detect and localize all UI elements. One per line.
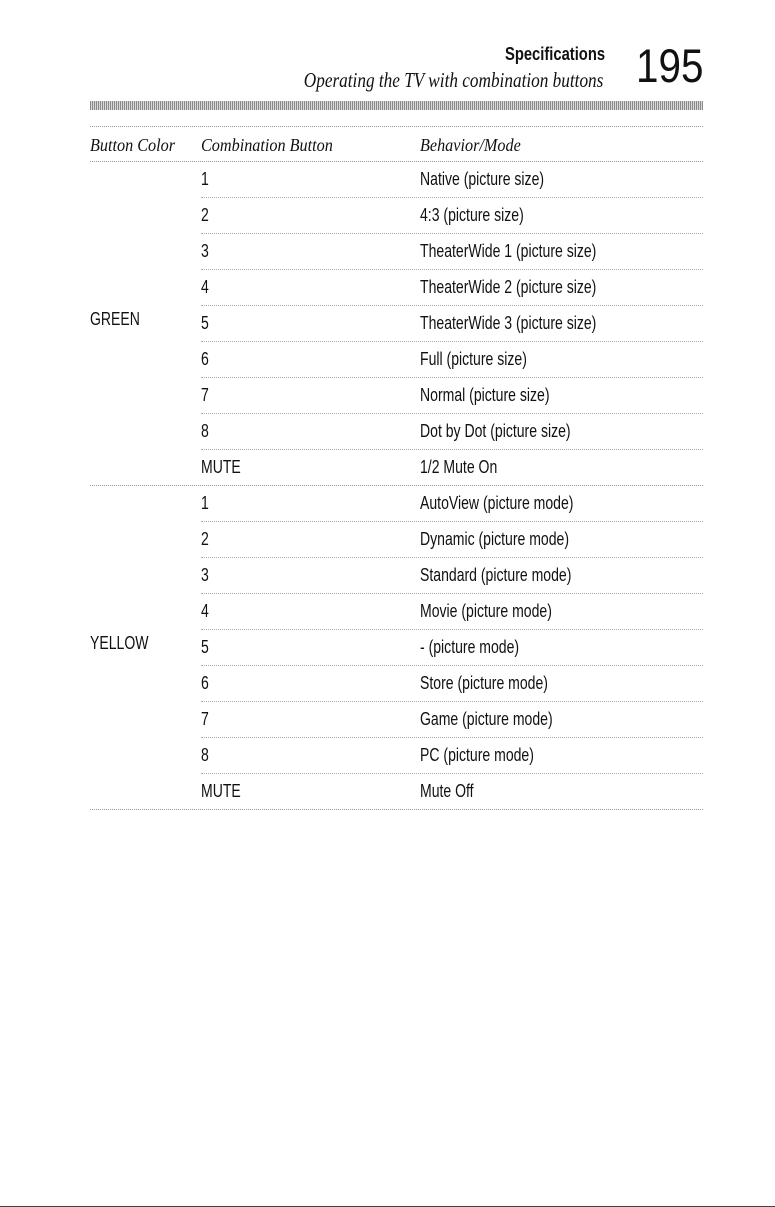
behavior-mode-cell: TheaterWide 1 (picture size) bbox=[420, 241, 597, 261]
table-row bbox=[201, 558, 703, 594]
header-rule bbox=[90, 101, 703, 110]
page-header bbox=[0, 0, 775, 110]
table-body bbox=[90, 162, 703, 810]
combination-button-cell: 5 bbox=[201, 637, 209, 657]
table-header bbox=[90, 126, 703, 162]
combination-button-cell: 2 bbox=[201, 205, 209, 225]
table-row bbox=[201, 234, 703, 270]
combination-button-cell: 5 bbox=[201, 313, 209, 333]
section-title: Specifications bbox=[504, 44, 605, 64]
behavior-mode-cell: Native (picture size) bbox=[420, 169, 545, 189]
column-header-button-color: Button Color bbox=[90, 135, 176, 155]
behavior-mode-cell: PC (picture mode) bbox=[420, 745, 534, 765]
behavior-mode-cell: TheaterWide 3 (picture size) bbox=[420, 313, 597, 333]
table-row bbox=[201, 666, 703, 702]
combination-button-cell: 3 bbox=[201, 241, 209, 261]
table-row bbox=[201, 702, 703, 738]
combination-button-cell: MUTE bbox=[201, 457, 241, 477]
combination-button-cell: 4 bbox=[201, 277, 209, 297]
column-header-behavior-mode: Behavior/Mode bbox=[420, 135, 521, 155]
table-row bbox=[201, 342, 703, 378]
behavior-mode-cell: Standard (picture mode) bbox=[420, 565, 572, 585]
combination-button-cell: 7 bbox=[201, 385, 209, 405]
table-row bbox=[201, 594, 703, 630]
table-row bbox=[201, 378, 703, 414]
behavior-mode-cell: Full (picture size) bbox=[420, 349, 527, 369]
behavior-mode-cell: Normal (picture size) bbox=[420, 385, 550, 405]
behavior-mode-cell: Movie (picture mode) bbox=[420, 601, 552, 621]
combination-buttons-table bbox=[90, 126, 703, 810]
table-row bbox=[201, 738, 703, 774]
table-row bbox=[201, 198, 703, 234]
column-header-combination-button: Combination Button bbox=[201, 135, 333, 155]
combination-button-cell: 6 bbox=[201, 349, 209, 369]
combination-button-cell: 7 bbox=[201, 709, 209, 729]
button-color-label: GREEN bbox=[90, 309, 140, 329]
table-row bbox=[201, 774, 703, 809]
table-row bbox=[201, 450, 703, 485]
table-group-green bbox=[90, 162, 703, 486]
behavior-mode-cell: Dynamic (picture mode) bbox=[420, 529, 570, 549]
table-row bbox=[201, 162, 703, 198]
table-row bbox=[201, 270, 703, 306]
combination-button-cell: 8 bbox=[201, 745, 209, 765]
combination-button-cell: 2 bbox=[201, 529, 209, 549]
behavior-mode-cell: Mute Off bbox=[420, 781, 474, 801]
behavior-mode-cell: TheaterWide 2 (picture size) bbox=[420, 277, 597, 297]
table-row bbox=[201, 414, 703, 450]
table-row bbox=[201, 486, 703, 522]
behavior-mode-cell: - (picture mode) bbox=[420, 637, 520, 657]
combination-button-cell: 6 bbox=[201, 673, 209, 693]
behavior-mode-cell: AutoView (picture mode) bbox=[420, 493, 574, 513]
page-number: 195 bbox=[635, 39, 703, 92]
combination-button-cell: 8 bbox=[201, 421, 209, 441]
table-row bbox=[201, 306, 703, 342]
combination-button-cell: 1 bbox=[201, 169, 209, 189]
combination-button-cell: 1 bbox=[201, 493, 209, 513]
topic-title: Operating the TV with combination buttons bbox=[303, 68, 603, 92]
table-row bbox=[201, 522, 703, 558]
behavior-mode-cell: Dot by Dot (picture size) bbox=[420, 421, 571, 441]
combination-button-cell: 3 bbox=[201, 565, 209, 585]
behavior-mode-cell: 4:3 (picture size) bbox=[420, 205, 524, 225]
button-color-label: YELLOW bbox=[90, 633, 149, 653]
table-group-yellow bbox=[90, 486, 703, 810]
behavior-mode-cell: Game (picture mode) bbox=[420, 709, 553, 729]
behavior-mode-cell: 1/2 Mute On bbox=[420, 457, 498, 477]
table-row bbox=[201, 630, 703, 666]
combination-button-cell: MUTE bbox=[201, 781, 241, 801]
behavior-mode-cell: Store (picture mode) bbox=[420, 673, 548, 693]
combination-button-cell: 4 bbox=[201, 601, 209, 621]
